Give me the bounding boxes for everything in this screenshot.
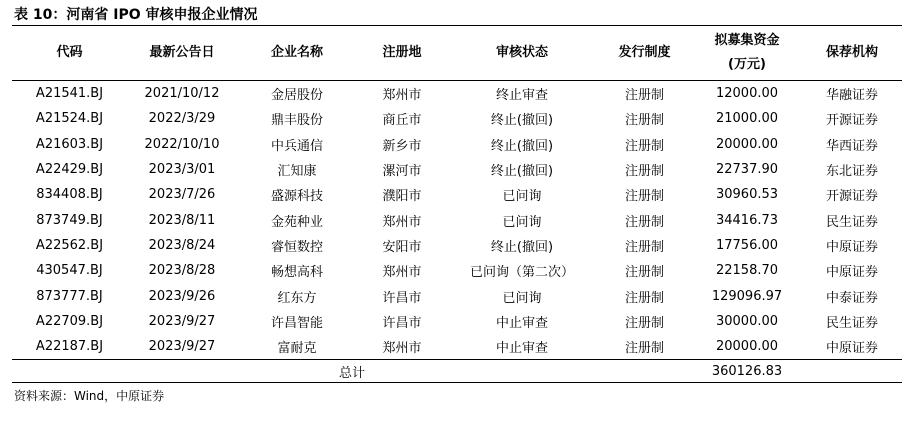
cell-amount: 12000.00 <box>715 86 779 102</box>
cell-sponsor: 民生证券 <box>825 315 878 331</box>
cell-code: 834408.BJ <box>36 187 103 203</box>
cell-date: 2021/10/12 <box>144 86 220 102</box>
cell-system: 注册制 <box>624 113 664 129</box>
col-header-sponsor: 保荐机构 <box>825 45 878 60</box>
table-row <box>12 106 902 131</box>
cell-sponsor: 开源证券 <box>825 113 878 129</box>
cell-code: 430547.BJ <box>36 263 103 279</box>
cell-company: 鼎丰股份 <box>270 113 323 129</box>
table-row <box>12 233 902 258</box>
cell-sponsor: 东北证券 <box>825 164 878 180</box>
cell-date: 2023/9/27 <box>148 339 216 355</box>
cell-status: 终止(撤回) <box>490 239 554 255</box>
cell-company: 汇知康 <box>277 164 317 180</box>
cell-status: 中止审查 <box>495 315 548 331</box>
cell-amount: 22737.90 <box>715 162 779 178</box>
cell-status: 终止(撤回) <box>490 113 554 129</box>
total-row <box>12 360 902 383</box>
col-header-system: 发行制度 <box>618 45 671 60</box>
cell-date: 2023/8/24 <box>148 237 216 253</box>
table-row <box>12 258 902 283</box>
cell-code: A21524.BJ <box>35 111 104 127</box>
cell-amount: 20000.00 <box>715 136 779 152</box>
cell-location: 郑州市 <box>382 214 422 230</box>
cell-company: 金苑种业 <box>270 214 323 230</box>
total-label: 总计 <box>338 365 365 381</box>
table-row <box>12 283 902 308</box>
col-header-company: 企业名称 <box>270 45 323 60</box>
cell-system: 注册制 <box>624 265 664 281</box>
col-header-status: 审核状态 <box>495 45 548 60</box>
cell-amount: 129096.97 <box>711 288 783 304</box>
cell-sponsor: 中泰证券 <box>825 290 878 306</box>
cell-code: A21541.BJ <box>35 86 104 102</box>
cell-system: 注册制 <box>624 290 664 306</box>
cell-system: 注册制 <box>624 239 664 255</box>
table-row <box>12 182 902 207</box>
cell-location: 许昌市 <box>382 315 422 331</box>
source-note: 资料来源：Wind，中原证券 <box>14 389 165 403</box>
cell-amount: 22158.70 <box>715 263 779 279</box>
cell-system: 注册制 <box>624 341 664 357</box>
cell-date: 2023/8/11 <box>148 212 216 228</box>
cell-location: 许昌市 <box>382 290 422 306</box>
cell-location: 漯河市 <box>382 164 422 180</box>
cell-sponsor: 中原证券 <box>825 341 878 357</box>
cell-code: 873777.BJ <box>36 288 103 304</box>
cell-sponsor: 民生证券 <box>825 214 878 230</box>
cell-sponsor: 华融证券 <box>825 88 878 104</box>
cell-system: 注册制 <box>624 315 664 331</box>
cell-amount: 17756.00 <box>715 237 779 253</box>
cell-location: 郑州市 <box>382 88 422 104</box>
cell-status: 终止(撤回) <box>490 164 554 180</box>
table-row <box>12 132 902 157</box>
cell-company: 中兵通信 <box>270 138 323 154</box>
header-row <box>12 26 902 81</box>
cell-code: 873749.BJ <box>36 212 103 228</box>
total-amount: 360126.83 <box>711 363 783 379</box>
col-header-amount: 拟募集资金 (万元) <box>714 33 780 72</box>
cell-company: 畅想高科 <box>270 265 323 281</box>
cell-amount: 34416.73 <box>715 212 779 228</box>
cell-status: 已问询 <box>502 214 542 230</box>
cell-company: 睿恒数控 <box>270 239 323 255</box>
cell-system: 注册制 <box>624 214 664 230</box>
cell-company: 金居股份 <box>270 88 323 104</box>
cell-code: A22429.BJ <box>35 162 104 178</box>
cell-amount: 30960.53 <box>715 187 779 203</box>
cell-date: 2023/7/26 <box>148 187 216 203</box>
cell-location: 新乡市 <box>382 138 422 154</box>
col-header-code: 代码 <box>56 45 83 60</box>
cell-code: A22187.BJ <box>35 339 104 355</box>
cell-company: 富耐克 <box>277 341 317 357</box>
cell-sponsor: 开源证券 <box>825 189 878 205</box>
cell-amount: 21000.00 <box>715 111 779 127</box>
cell-sponsor: 中原证券 <box>825 239 878 255</box>
cell-status: 已问询 <box>502 189 542 205</box>
cell-company: 盛源科技 <box>270 189 323 205</box>
cell-system: 注册制 <box>624 164 664 180</box>
cell-amount: 30000.00 <box>715 313 779 329</box>
cell-company: 许昌智能 <box>270 315 323 331</box>
cell-date: 2023/9/26 <box>148 288 216 304</box>
col-header-date: 最新公告日 <box>149 45 215 60</box>
cell-amount: 20000.00 <box>715 339 779 355</box>
cell-status: 已问询（第二次） <box>469 265 574 281</box>
cell-code: A22562.BJ <box>35 237 104 253</box>
cell-sponsor: 中原证券 <box>825 265 878 281</box>
cell-location: 濮阳市 <box>382 189 422 205</box>
ipo-table <box>12 26 902 383</box>
cell-status: 已问询 <box>502 290 542 306</box>
cell-code: A21603.BJ <box>35 136 104 152</box>
cell-date: 2022/3/29 <box>148 111 216 127</box>
table-row <box>12 157 902 182</box>
cell-status: 终止(撤回) <box>490 138 554 154</box>
cell-location: 郑州市 <box>382 341 422 357</box>
table-header <box>12 26 902 81</box>
cell-date: 2023/8/28 <box>148 263 216 279</box>
table-row <box>12 309 902 334</box>
cell-system: 注册制 <box>624 88 664 104</box>
table-body <box>12 81 902 383</box>
cell-location: 郑州市 <box>382 265 422 281</box>
cell-status: 终止审查 <box>495 88 548 104</box>
total-empty-cell <box>802 360 902 383</box>
table-row <box>12 334 902 360</box>
cell-status: 中止审查 <box>495 341 548 357</box>
cell-code: A22709.BJ <box>35 313 104 329</box>
table-title: 表 10：河南省 IPO 审核申报企业情况 <box>14 7 258 23</box>
cell-system: 注册制 <box>624 138 664 154</box>
cell-date: 2022/10/10 <box>144 136 220 152</box>
cell-company: 红东方 <box>277 290 317 306</box>
cell-location: 商丘市 <box>382 113 422 129</box>
cell-date: 2023/3/01 <box>148 162 216 178</box>
cell-date: 2023/9/27 <box>148 313 216 329</box>
cell-location: 安阳市 <box>382 239 422 255</box>
col-header-location: 注册地 <box>382 45 422 60</box>
table-row <box>12 207 902 232</box>
table-row <box>12 81 902 107</box>
cell-system: 注册制 <box>624 189 664 205</box>
cell-sponsor: 华西证券 <box>825 138 878 154</box>
